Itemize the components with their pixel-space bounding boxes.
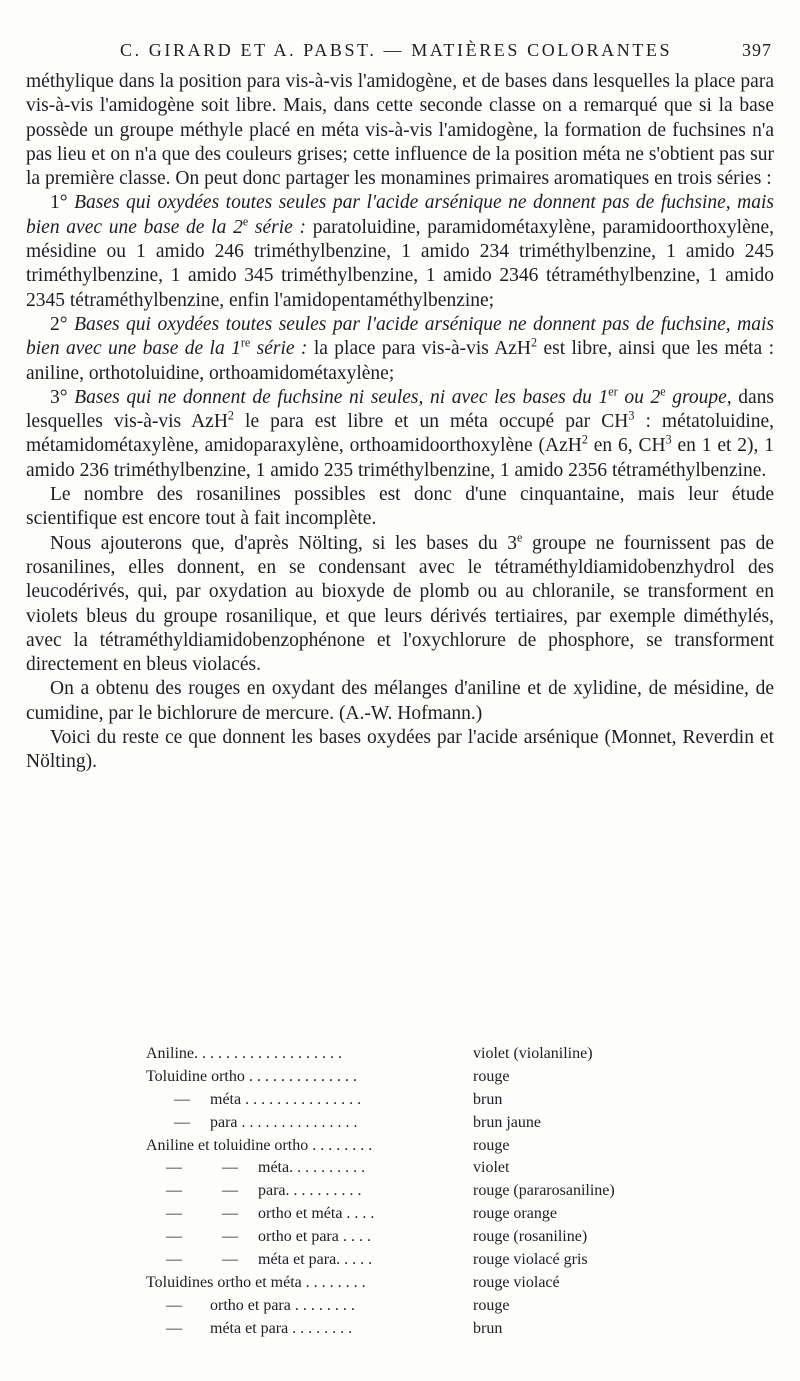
table-row	[146, 1112, 666, 1135]
table-cell-result: brun	[473, 1319, 503, 1337]
series-three-number: 3°	[50, 386, 68, 408]
series-three-text-b: le para est libre et un méta occupé par CH	[245, 411, 629, 433]
series-two-italic-b: série :	[256, 338, 308, 360]
table-cell-result: rouge (rosaniline)	[473, 1228, 588, 1246]
series-three-italic-c: groupe,	[672, 386, 732, 408]
paragraph-rouges: On a obtenu des rouges en oxydant des mélanges d'aniline et de xylidine, de mésidine, de cumidine, par le bichlorure de mercure. (A.-W. Hofmann.)	[26, 678, 774, 724]
series-three-sup-a: er	[608, 384, 618, 399]
series-one-text: paratoluidine, paramidométaxylène, paramidoorthoxylène, mésidine ou 1 amido 246 triméthylbenzine, 1 amido 234 triméthylbenzine, 1 amido 245 triméthylbenzine, 1 amido 345 triméthylbenzine, 1 amido 2346 tétraméthylbenzine, 1 amido 2345 tétraméthylbenzine, enfin l'amidopentaméthylbenzine;	[26, 216, 774, 311]
series-three-text-a: dans lesquelles vis-à-vis AzH	[26, 386, 775, 433]
table-row	[146, 1157, 666, 1180]
running-head	[24, 40, 776, 68]
paragraph-nolting-a: Nous ajouterons que, d'après Nölting, si les bases du 3	[50, 532, 517, 554]
series-one	[26, 191, 774, 312]
table-cell-base: Toluidines ortho et méta . . . . . . . .	[146, 1273, 366, 1291]
table-cell-base: — méta . . . . . . . . . . . . . . .	[146, 1090, 362, 1108]
series-three-text-sup-c: 2	[581, 432, 588, 447]
table-cell-base: — — ortho et méta . . . .	[146, 1205, 375, 1223]
table-cell-result: rouge	[473, 1296, 510, 1314]
series-three-italic-b: ou 2	[624, 386, 661, 408]
table-row	[146, 1318, 666, 1341]
series-one-sup: e	[242, 214, 249, 229]
paragraph-nolting-b: groupe ne fournissent pas de rosanilines, elles donnent, en se condensant avec le tétraméthyldiamidobenzhydrol des leucodérivés, qui, par oxydation au bioxyde de plomb ou au chloranile, se transforment en violets bleus du groupe rosanilique, et que leurs dérivés tertiaires, par exemple diméthylés, avec la tétraméthyldiamidobenzophénone et l'oxychlorure de phosphore, se transforment directement en bleus violacés.	[26, 532, 775, 676]
table-cell-result: violet	[473, 1159, 510, 1177]
series-two	[26, 313, 774, 386]
series-three	[26, 386, 774, 483]
table-cell-result: brun	[473, 1090, 503, 1108]
series-two-text-b: est libre, ainsi que les méta : aniline, orthotoluidine, orthoamidométaxylène;	[26, 338, 775, 384]
series-three-text-sup-a: 2	[227, 408, 234, 423]
table-cell-base: Aniline et toluidine ortho . . . . . . . .	[146, 1136, 373, 1154]
series-two-number: 2°	[50, 313, 68, 335]
page-body	[26, 70, 774, 775]
table-cell-result: violet (violaniline)	[473, 1045, 593, 1062]
table-cell-base: — méta et para . . . . . . . .	[146, 1319, 353, 1337]
table-cell-result: rouge	[473, 1136, 510, 1154]
table-row	[146, 1089, 666, 1112]
table-cell-base: — ortho et para . . . . . . . .	[146, 1296, 355, 1314]
series-two-italic-a: Bases qui oxydées toutes seules par l'acide arsénique ne donnent pas de fuchsine, mais bien avec une base de la 1	[26, 313, 775, 360]
table-row	[146, 1226, 666, 1249]
series-three-italic-a: Bases qui ne donnent de fuchsine ni seules, ni avec les bases du 1	[74, 386, 609, 408]
table-row	[146, 1043, 666, 1066]
series-three-sup-b: e	[660, 384, 666, 399]
table-cell-base: — para . . . . . . . . . . . . . . .	[146, 1113, 358, 1131]
series-two-text-a: la place para vis-à-vis AzH	[313, 338, 532, 360]
page-number: 397	[742, 40, 772, 60]
paragraph-nolting-sup: e	[516, 530, 523, 545]
series-one-number: 1°	[50, 192, 68, 214]
table-cell-result: rouge (pararosaniline)	[473, 1182, 615, 1200]
table-row	[146, 1295, 666, 1318]
table-row	[146, 1249, 666, 1272]
table-cell-base: — — ortho et para . . . .	[146, 1228, 371, 1246]
series-two-sup: re	[240, 335, 251, 350]
table-row	[146, 1272, 666, 1295]
series-three-text-c: : métatoluidine, métamidométaxylène, amidoparaxylène, orthoamidoorthoxylène (AzH	[26, 411, 775, 457]
paragraph-rosanilines: Le nombre des rosanilines possibles est donc d'une cinquantaine, mais leur étude scientifique est encore tout à fait incomplète.	[26, 484, 774, 530]
table-cell-base: — — méta et para. . . . .	[146, 1251, 373, 1269]
series-two-text-sup: 2	[531, 335, 538, 350]
table-row	[146, 1180, 666, 1203]
table-cell-base: — — méta. . . . . . . . . .	[146, 1159, 366, 1177]
table-cell-base: Toluidine ortho . . . . . . . . . . . . . .	[146, 1067, 357, 1085]
table-row	[146, 1135, 666, 1158]
series-three-text-sup-d: 3	[665, 432, 672, 447]
table-row	[146, 1203, 666, 1226]
table-cell-base: Aniline. . . . . . . . . . . . . . . . . . .	[146, 1045, 342, 1062]
paragraph-continuation: méthylique dans la position para vis-à-vis l'amidogène, et de bases dans lesquelles la place para vis-à-vis l'amidogène soit libre. Mais, dans cette seconde classe on a remarqué que si la base possède un groupe méthyle placé en méta vis-à-vis l'amidogène, la formation de fuchsines n'a pas lieu et on n'a que des couleurs grises; cette influence de la position méta ne s'obtient pas sur la première classe. On peut donc partager les monamines primaires aromatiques en trois séries :	[26, 71, 774, 190]
series-one-italic-b: série :	[254, 216, 307, 238]
paragraph-nolting	[26, 532, 774, 678]
table-cell-result: rouge orange	[473, 1205, 557, 1223]
table-cell-result: rouge	[473, 1067, 510, 1085]
series-three-text-sup-b: 3	[628, 408, 635, 423]
series-three-text-e: en 1 et 2), 1 amido 236 triméthylbenzine, 1 amido 235 triméthylbenzine, 1 amido 2356 tétraméthylbenzine.	[26, 435, 774, 481]
series-three-text-d: en 6, CH	[593, 435, 666, 457]
table-cell-base: — — para. . . . . . . . . .	[146, 1182, 362, 1200]
table-cell-result: brun jaune	[473, 1113, 541, 1131]
results-table	[146, 1043, 666, 1341]
paragraph-voici: Voici du reste ce que donnent les bases oxydées par l'acide arsénique (Monnet, Reverdin et Nölting).	[26, 727, 774, 773]
series-one-italic-a: Bases qui oxydées toutes seules par l'acide arsénique ne donnent pas de fuchsine, mais bien avec une base de la 2	[26, 192, 775, 238]
table-cell-result: rouge violacé	[473, 1273, 560, 1291]
table-row	[146, 1066, 666, 1089]
running-title: C. GIRARD ET A. PABST. — MATIÈRES COLORANTES	[120, 40, 673, 60]
table-cell-result: rouge violacé gris	[473, 1251, 588, 1269]
